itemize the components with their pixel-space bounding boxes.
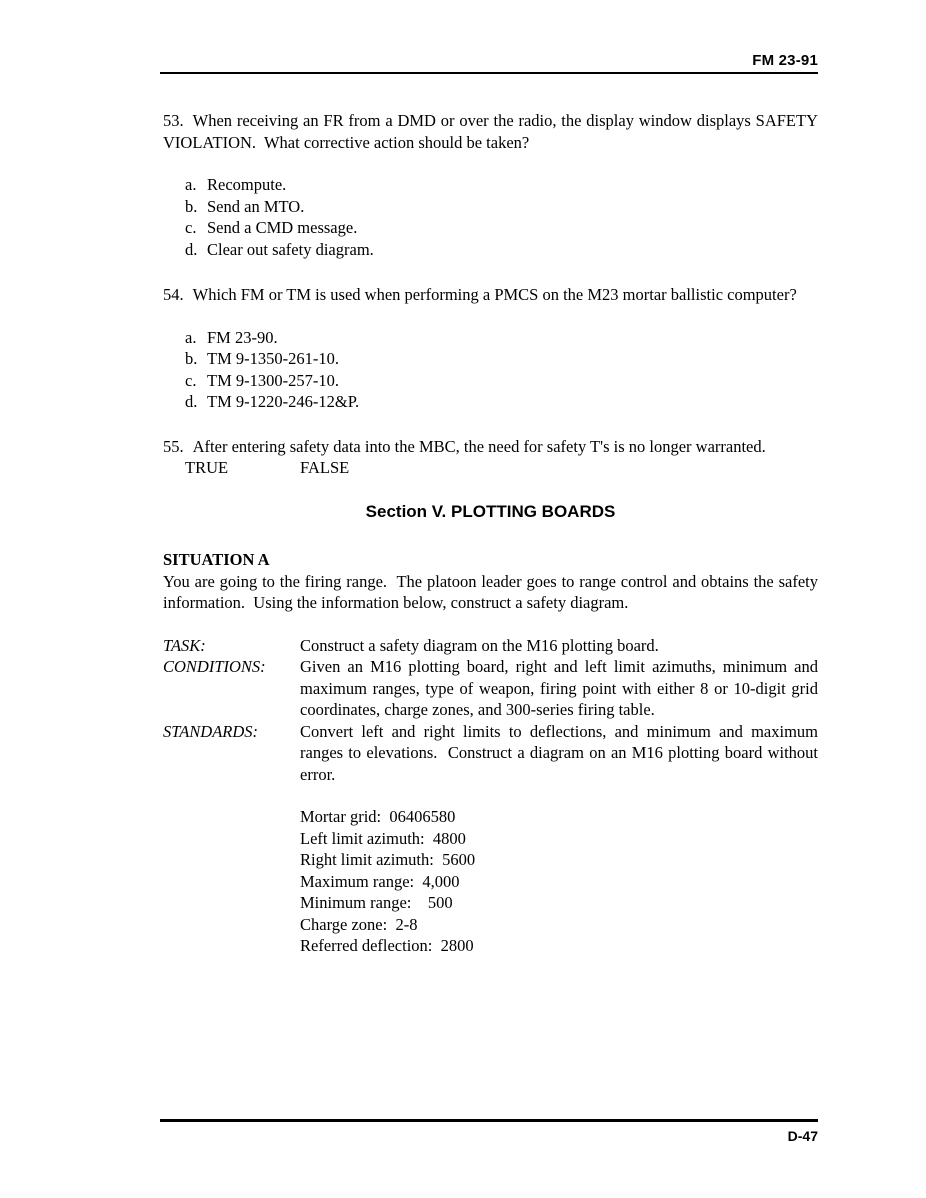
- question-54-options: [185, 327, 818, 413]
- option-text: TM 9-1350-261-10.: [207, 349, 339, 368]
- standards-text: Convert left and right limits to deflections, and minimum and maximum ranges to elevations. Construct a diagram on an M16 plotting board without error.: [300, 721, 823, 784]
- option-letter: a.: [185, 327, 197, 347]
- task-label: TASK:: [163, 635, 206, 655]
- question-55-text: After entering safety data into the MBC, the need for safety T's is no longer warranted.: [192, 436, 766, 456]
- option-text: TM 9-1300-257-10.: [207, 370, 339, 390]
- question-53-number: 53.: [163, 111, 184, 130]
- charge-zone-line: Charge zone: 2-8: [300, 914, 418, 934]
- conditions-row: [163, 656, 823, 721]
- option-text: Recompute.: [207, 175, 287, 194]
- minimum-range-line: Minimum range: 500: [300, 893, 453, 912]
- option-d: [185, 239, 818, 261]
- situation-title: SITUATION A: [163, 550, 270, 569]
- true-false-line: [185, 457, 818, 479]
- standards-label: STANDARDS:: [163, 721, 259, 741]
- right-limit-azimuth-line: Right limit azimuth: 5600: [300, 850, 476, 869]
- page-content: [163, 0, 823, 957]
- question-53-options: [185, 174, 818, 260]
- option-d: [185, 391, 818, 413]
- option-a: [185, 327, 818, 349]
- option-letter: b.: [185, 196, 198, 216]
- option-a: [185, 174, 818, 196]
- section-heading: Section V. PLOTTING BOARDS: [365, 501, 616, 521]
- option-letter: a.: [185, 175, 197, 194]
- option-text: TM 9-1220-246-12&P.: [207, 392, 360, 411]
- option-letter: c.: [185, 218, 197, 237]
- question-53-text: When receiving an FR from a DMD or over the radio, the display window displays SAFETY VIOLATION. What corrective action should be taken?: [163, 111, 822, 152]
- option-letter: d.: [185, 392, 198, 411]
- safety-data-list: [300, 806, 818, 957]
- manual-number: FM 23-91: [752, 52, 818, 69]
- true-option: TRUE: [185, 458, 229, 477]
- option-letter: d.: [185, 239, 198, 259]
- option-c: [185, 217, 818, 239]
- option-c: [185, 370, 818, 392]
- option-b: [185, 196, 818, 218]
- referred-deflection-line: Referred deflection: 2800: [300, 936, 474, 955]
- task-text: Construct a safety diagram on the M16 plotting board.: [300, 635, 659, 655]
- footer-rule: [160, 1119, 818, 1122]
- page-number: D-47: [787, 1128, 818, 1144]
- conditions-text: Given an M16 plotting board, right and left limit azimuths, minimum and maximum ranges, type of weapon, firing point with either 8 or 10-digit grid coordinates, charge zones, and 300-series firing table.: [300, 657, 823, 719]
- left-limit-azimuth-line: Left limit azimuth: 4800: [300, 828, 466, 848]
- question-55: [163, 436, 818, 458]
- option-text: Clear out safety diagram.: [207, 239, 374, 259]
- option-letter: c.: [185, 370, 197, 390]
- question-54-text: Which FM or TM is used when performing a PMCS on the M23 mortar ballistic computer?: [192, 285, 797, 304]
- question-55-number: 55.: [163, 436, 184, 456]
- situation-intro: You are going to the firing range. The platoon leader goes to range control and obtains the safety information. Using the information below, construct a safety diagram.: [163, 571, 823, 612]
- maximum-range-line: Maximum range: 4,000: [300, 871, 460, 891]
- question-54: [163, 284, 818, 306]
- option-text: Send an MTO.: [207, 196, 305, 216]
- option-letter: b.: [185, 349, 198, 368]
- question-54-number: 54.: [163, 285, 184, 304]
- task-row: [163, 635, 818, 657]
- mortar-grid-line: Mortar grid: 06406580: [300, 807, 456, 826]
- standards-row: [163, 721, 823, 786]
- option-text: Send a CMD message.: [207, 218, 358, 237]
- option-text: FM 23-90.: [207, 327, 278, 347]
- conditions-label: CONDITIONS:: [163, 657, 266, 676]
- question-53: [163, 110, 822, 153]
- definition-list: [163, 635, 823, 786]
- false-option: FALSE: [300, 458, 350, 477]
- option-b: [185, 348, 818, 370]
